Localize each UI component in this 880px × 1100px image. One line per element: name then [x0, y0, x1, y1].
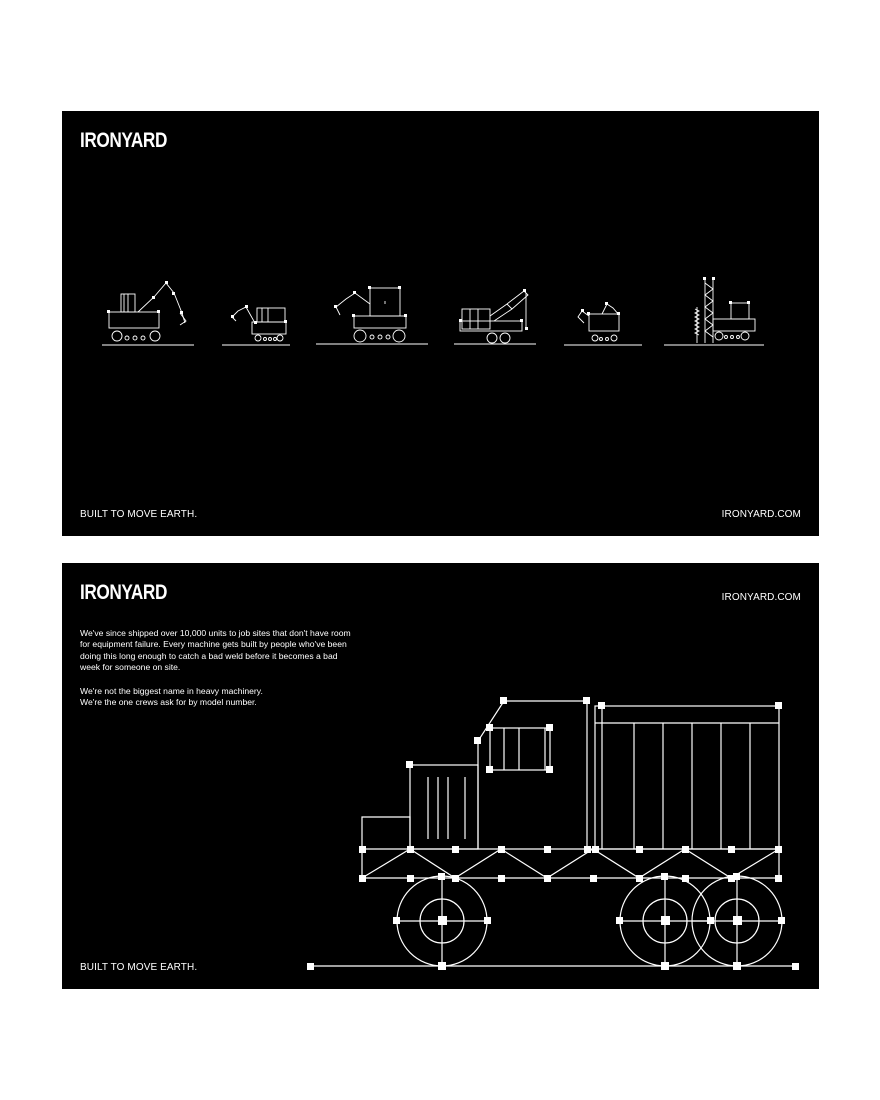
- website-link[interactable]: IRONYARD.COM: [721, 509, 801, 520]
- compact-excavator-icon: [564, 302, 642, 345]
- mini-excavator-icon: [222, 305, 290, 345]
- machine-lineup: [62, 111, 819, 536]
- reputation-line-2: We're the one crews ask for by model number.: [80, 697, 257, 708]
- tagline: BUILT TO MOVE EARTH.: [80, 509, 198, 520]
- excavator-icon: [102, 281, 194, 345]
- pile-driver-icon: [664, 277, 764, 345]
- crane-icon: [454, 289, 536, 344]
- dump-truck-icon: [62, 563, 819, 989]
- website-link[interactable]: IRONYARD.COM: [721, 592, 801, 603]
- backhoe-icon: [316, 286, 428, 344]
- paragraph-shipping: We've since shipped over 10,000 units to job sites that don't have room for equipment failure. Every machine gets built by people who've been doing this long enough to catch a bad weld before it becomes a bad week for someone on site.: [80, 628, 351, 673]
- brand-logo: IRONYARD: [80, 129, 167, 152]
- brand-card-back: [62, 563, 819, 989]
- brand-logo: IRONYARD: [80, 581, 167, 604]
- reputation-line-1: We're not the biggest name in heavy machinery.: [80, 685, 263, 696]
- brand-card-front: [62, 111, 819, 536]
- tagline: BUILT TO MOVE EARTH.: [80, 962, 198, 973]
